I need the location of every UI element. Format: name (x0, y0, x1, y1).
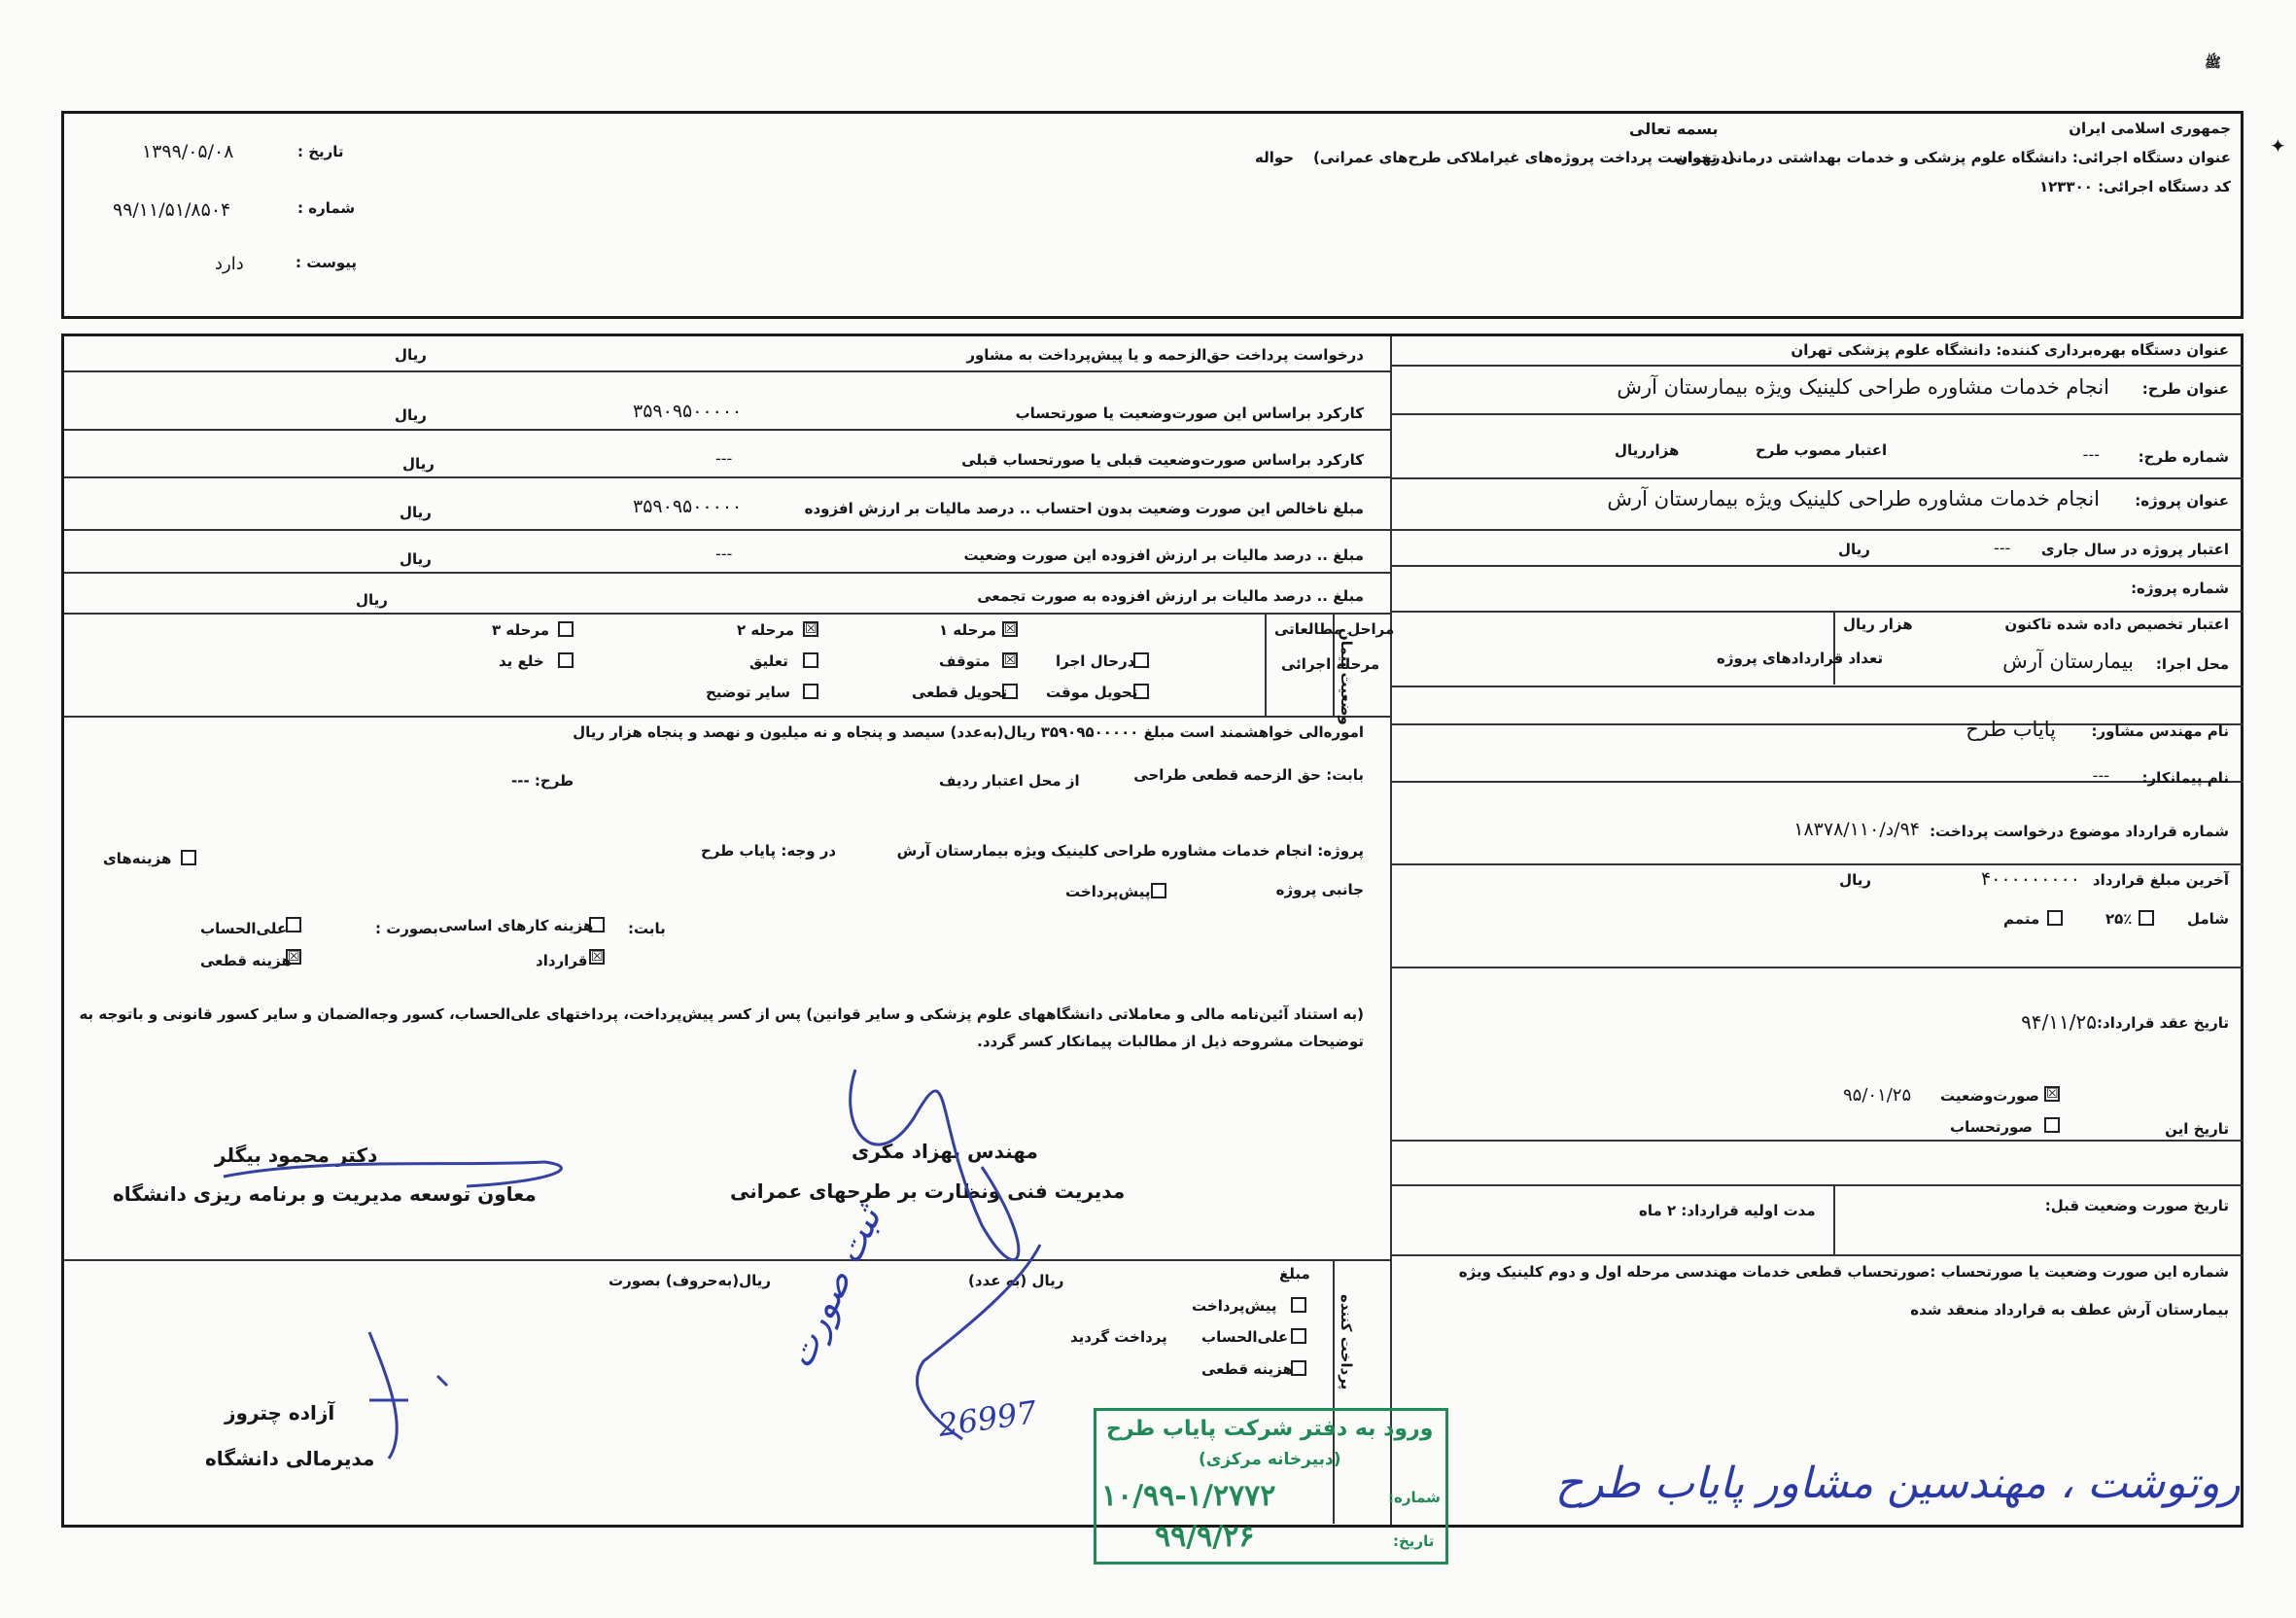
entry-stamp (1094, 1408, 1448, 1565)
contract-number-value: ۹۴/د/۱۸۳۷۸/۱۱۰ (1793, 819, 1920, 840)
pay-final-label: هزینه قطعی (1201, 1360, 1293, 1378)
engineer-value: پایاب طرح (1966, 718, 2056, 741)
project-title-value: انجام خدمات مشاوره طراحی کلینیک ویژه بیمارستان آرش (1607, 487, 2100, 510)
row1-value: ۳۵۹۰۹۵۰۰۰۰۰ (633, 401, 743, 422)
row4-value: --- (715, 545, 733, 563)
location-label: محل اجرا: (2155, 655, 2229, 673)
contract-label: قرارداد (536, 952, 588, 969)
transfer-label: حواله (1255, 149, 1295, 166)
phase3-label: مرحله ۳ (492, 621, 550, 639)
operator-label: عنوان دستگاه بهره‌برداری کننده: دانشگاه علوم پزشکی تهران (1791, 341, 2229, 359)
date-value: ۱۳۹۹/۰۵/۰۸ (142, 141, 234, 162)
rial-num-label: ریال (به عدد) (968, 1272, 1064, 1289)
location-value: بیمارستان آرش (2002, 650, 2134, 673)
contractor-value: --- (2092, 766, 2109, 785)
request-amount: اموره‌الی خواهشمند است مبلغ ۳۵۹۰۹۵۰۰۰۰۰ ریال(به‌عدد) سیصد و پنجاه و نه میلیون و نهصد و پنجاه هزار ریال (573, 723, 1364, 741)
row3-label: مبلغ ناخالص این صورت وضعیت بدون احتساب .. درصد مالیات بر ارزش افزوده (804, 500, 1364, 517)
row3-unit: ریال (400, 504, 432, 521)
suspended-label: تعلیق (749, 652, 788, 670)
final-cost-checkbox[interactable]: ☒ (288, 949, 300, 965)
attachment-value: دارد (215, 254, 244, 274)
project-credit-unit: ریال (1838, 541, 1870, 558)
sig1-title: مدیریت فنی ونظارت بر طرحهای عمرانی (730, 1179, 1126, 1203)
stamp-number-label: شماره: (1388, 1489, 1441, 1506)
statement-label: صورت‌وضعیت (1940, 1087, 2039, 1105)
row1-label: کارکرد براساس این صورت‌وضعیت یا صورتحساب (1015, 404, 1364, 422)
stopped-checkbox[interactable]: ☒ (1004, 652, 1017, 668)
project-side-label: جانبی پروژه (1275, 881, 1364, 898)
agency-code: کد دستگاه اجرائی: ۱۲۳۳۰۰ (2038, 178, 2231, 195)
regulation-line2: توضیحات مشروحه ذیل از مطالبات پیمانکار کسر گردد. (977, 1033, 1364, 1050)
handwritten-ref-number: 26997 (935, 1393, 1039, 1444)
request-fee-unit: ریال (395, 346, 427, 364)
stamp-line2: (دبیرخانه مرکزی) (1199, 1450, 1341, 1469)
last-amount-value: ۴۰۰۰۰۰۰۰۰۰ (1980, 868, 2080, 890)
project-number-label: شماره پروژه: (2131, 580, 2229, 597)
sig2-title: معاون توسعه مدیریت و برنامه ریزی دانشگاه (113, 1182, 537, 1206)
row5-unit: ریال (356, 591, 388, 609)
plan-number-value: --- (2082, 445, 2100, 464)
country-name: جمهوری اسلامی ایران (2069, 120, 2231, 137)
contract-date-value: ۹۴/۱۱/۲۵ (2021, 1010, 2097, 1034)
contract-number-label: شماره قرارداد موضوع درخواست پرداخت: (1930, 823, 2229, 840)
sig3-name: آزاده چتروز (225, 1401, 335, 1425)
last-amount-label: آخرین مبلغ قرارداد (2092, 871, 2229, 889)
stopped-label: متوقف (939, 652, 991, 670)
sig3-title: مدیرمالی دانشگاه (205, 1447, 375, 1470)
number-value: ۹۹/۱۱/۵۱/۸۵۰۴ (113, 199, 231, 221)
request-title: (درخواست پرداخت پروژه‌های غیراملاکی طرح‌های عمرانی) (1313, 149, 1735, 166)
desc-line2: بیمارستان آرش عطف به قرارداد منعقد شده (1910, 1301, 2229, 1319)
contract-checkbox[interactable]: ☒ (591, 949, 604, 965)
from-credit-label: از محل اعتبار ردیف (939, 772, 1080, 790)
pay-received-label: پرداخت گردید (1070, 1328, 1167, 1346)
prepayment-label: پیش‌پرداخت (1065, 883, 1151, 900)
approved-credit-unit: هزارریال (1615, 441, 1680, 459)
exec-phase-label: مرحله اجرائی (1281, 655, 1380, 673)
supplement-label: متمم (2003, 910, 2040, 928)
bullet-icon: ✦ (2270, 134, 2286, 158)
contracts-count-label: تعداد قراردادهای پروژه (1717, 650, 1884, 667)
phase2-label: مرحله ۲ (737, 621, 795, 639)
includes-label: شامل (2186, 910, 2229, 928)
side-handwritten-note: ثبت صورت (778, 1200, 889, 1375)
duration-label: مدت اولیه قرارداد: ۲ ماه (1639, 1202, 1816, 1219)
statement-date: ۹۵/۰۱/۲۵ (1843, 1085, 1912, 1106)
other-label: سایر توضیح (706, 684, 791, 701)
row2-value: --- (715, 449, 733, 468)
contract-date-label: تاریخ عقد قرارداد: (2097, 1014, 2229, 1032)
regulation-line1: (به استناد آئین‌نامه مالی و معاملاتی دانشگاههای علوم پزشکی و سایر قوانین) پس از کسر پیش‌پرداخت، پرداختهای علی‌الحساب، کسور وجه‌الضمان و سایر کسور قانونی و باتوجه به (79, 1005, 1364, 1023)
sig3-scribble (369, 1332, 447, 1459)
payment-by-label: پرداخت کننده (1338, 1294, 1355, 1390)
in-progress-label: درحال اجرا (1056, 652, 1135, 670)
rial-words-label: ریال(به‌حروف) بصورت (609, 1272, 771, 1289)
desc-line1: شماره این صورت وضعیت یا صورتحساب :صورتحساب قطعی خدمات مهندسی مرحله اول و دوم کلینیک ویژه (1458, 1263, 2229, 1281)
row2-label: کارکرد براساس صورت‌وضعیت قبلی یا صورتحساب قبلی (961, 451, 1364, 469)
basic-costs-label: هزینه کارهای اساسی (438, 917, 594, 934)
allocation-unit: هزار ریال (1843, 616, 1913, 633)
row4-unit: ریال (400, 550, 432, 568)
attachment-label: پیوست : (296, 254, 358, 271)
plan-dash: طرح: --- (511, 772, 574, 790)
contractor-label: نام پیمانکار: (2141, 769, 2229, 787)
phase2-checkbox[interactable]: ☒ (805, 621, 818, 637)
approved-credit-label: اعتبار مصوب طرح (1756, 441, 1888, 459)
allocation-label: اعتبار تخصیص داده شده تاکنون (2004, 616, 2229, 633)
dismissal-label: خلع ید (499, 652, 544, 670)
last-amount-unit: ریال (1839, 871, 1871, 889)
request-fee-label: درخواست پرداخت حق‌الزحمه و یا پیش‌پرداخت به مشاور (966, 346, 1364, 364)
date-label: تاریخ : (297, 143, 344, 160)
row2-unit: ریال (402, 455, 435, 473)
row5-label: مبلغ .. درصد مالیات بر ارزش افزوده به صورت تجمعی (977, 587, 1364, 605)
row3-value: ۳۵۹۰۹۵۰۰۰۰۰ (633, 496, 743, 517)
status-label: وضعیت پیمان (1338, 628, 1355, 725)
phase1-checkbox[interactable]: ☒ (1004, 621, 1017, 637)
pay-prepay-label: پیش‌پرداخت (1192, 1297, 1277, 1315)
account-label: صورتحساب (1950, 1118, 2033, 1136)
statement-checkbox[interactable]: ☒ (2046, 1086, 2059, 1102)
stamp-date-label: تاریخ: (1393, 1532, 1435, 1550)
sig1-name: مهندس بهزاد مکری (852, 1140, 1038, 1163)
plan-number-label: شماره طرح: (2138, 448, 2229, 466)
stamp-line1: ورود به دفتر شرکت پایاب طرح (1106, 1417, 1434, 1441)
this-date-label: تاریخ این (2165, 1120, 2229, 1138)
temp-delivery-label: تحویل موقت (1046, 684, 1138, 701)
invocation: بسمه تعالی (1629, 120, 1719, 138)
phase1-label: مرحله ۱ (939, 621, 997, 639)
as-form-label: بصورت : (375, 920, 438, 937)
plan-title-label: عنوان طرح: (2141, 380, 2229, 398)
row1-unit: ریال (395, 406, 427, 424)
sig2-name: دکتر محمود بیگلر (215, 1143, 378, 1167)
on-account-of: بابت: حق الزحمه قطعی طراحی (1133, 766, 1364, 784)
babat-label: بابت: (628, 920, 666, 937)
pay-onaccount-label: علی‌الحساب (1201, 1328, 1289, 1346)
engineer-label: نام مهندس مشاور: (2091, 722, 2229, 740)
plan-title-value: انجام خدمات مشاوره طراحی کلینیک ویژه بیمارستان آرش (1617, 375, 2109, 399)
row4-label: مبلغ .. درصد مالیات بر ارزش افزوده این صورت وضعیت (963, 546, 1364, 564)
project-line: پروژه: انجام خدمات مشاوره طراحی کلینیک ویژه بیمارستان آرش (896, 842, 1364, 860)
on-account-label: علی‌الحساب (200, 920, 288, 937)
agency-title: عنوان دستگاه اجرائی: دانشگاه علوم پزشکی و خدمات بهداشتی درمانی تهران (1675, 149, 2231, 166)
final-delivery-label: تحویل قطعی (912, 684, 1008, 701)
study-phases-label: مراحل مطالعاتی (1274, 620, 1395, 638)
stamp-date-value: ۹۹/۹/۲۶ (1155, 1520, 1255, 1554)
project-credit-label: اعتبار پروژه در سال جاری (2040, 541, 2229, 558)
sig2-scribble (224, 1162, 561, 1186)
final-cost-label: هزینه قطعی (200, 952, 292, 969)
pct25-label: ۲۵٪ (2105, 910, 2133, 928)
project-credit-value: --- (1994, 539, 2011, 557)
project-title-label: عنوان پروژه: (2135, 492, 2229, 510)
payee-line: در وجه: پایاب طرح (701, 842, 837, 860)
amount-label: مبلغ (1279, 1265, 1310, 1283)
bottom-handwritten-note: روتوشت ، مهندسین مشاور پایاب طرح (1555, 1459, 2241, 1508)
number-label: شماره : (297, 199, 356, 217)
prev-statement-label: تاریخ صورت وضعیت قبل: (2044, 1197, 2229, 1214)
top-mark: ﷺ (2205, 55, 2221, 71)
stamp-number-value: ۱۰/۹۹-۱/۲۷۷۲ (1101, 1479, 1276, 1513)
side-costs-label: هزینه‌های (103, 850, 172, 867)
